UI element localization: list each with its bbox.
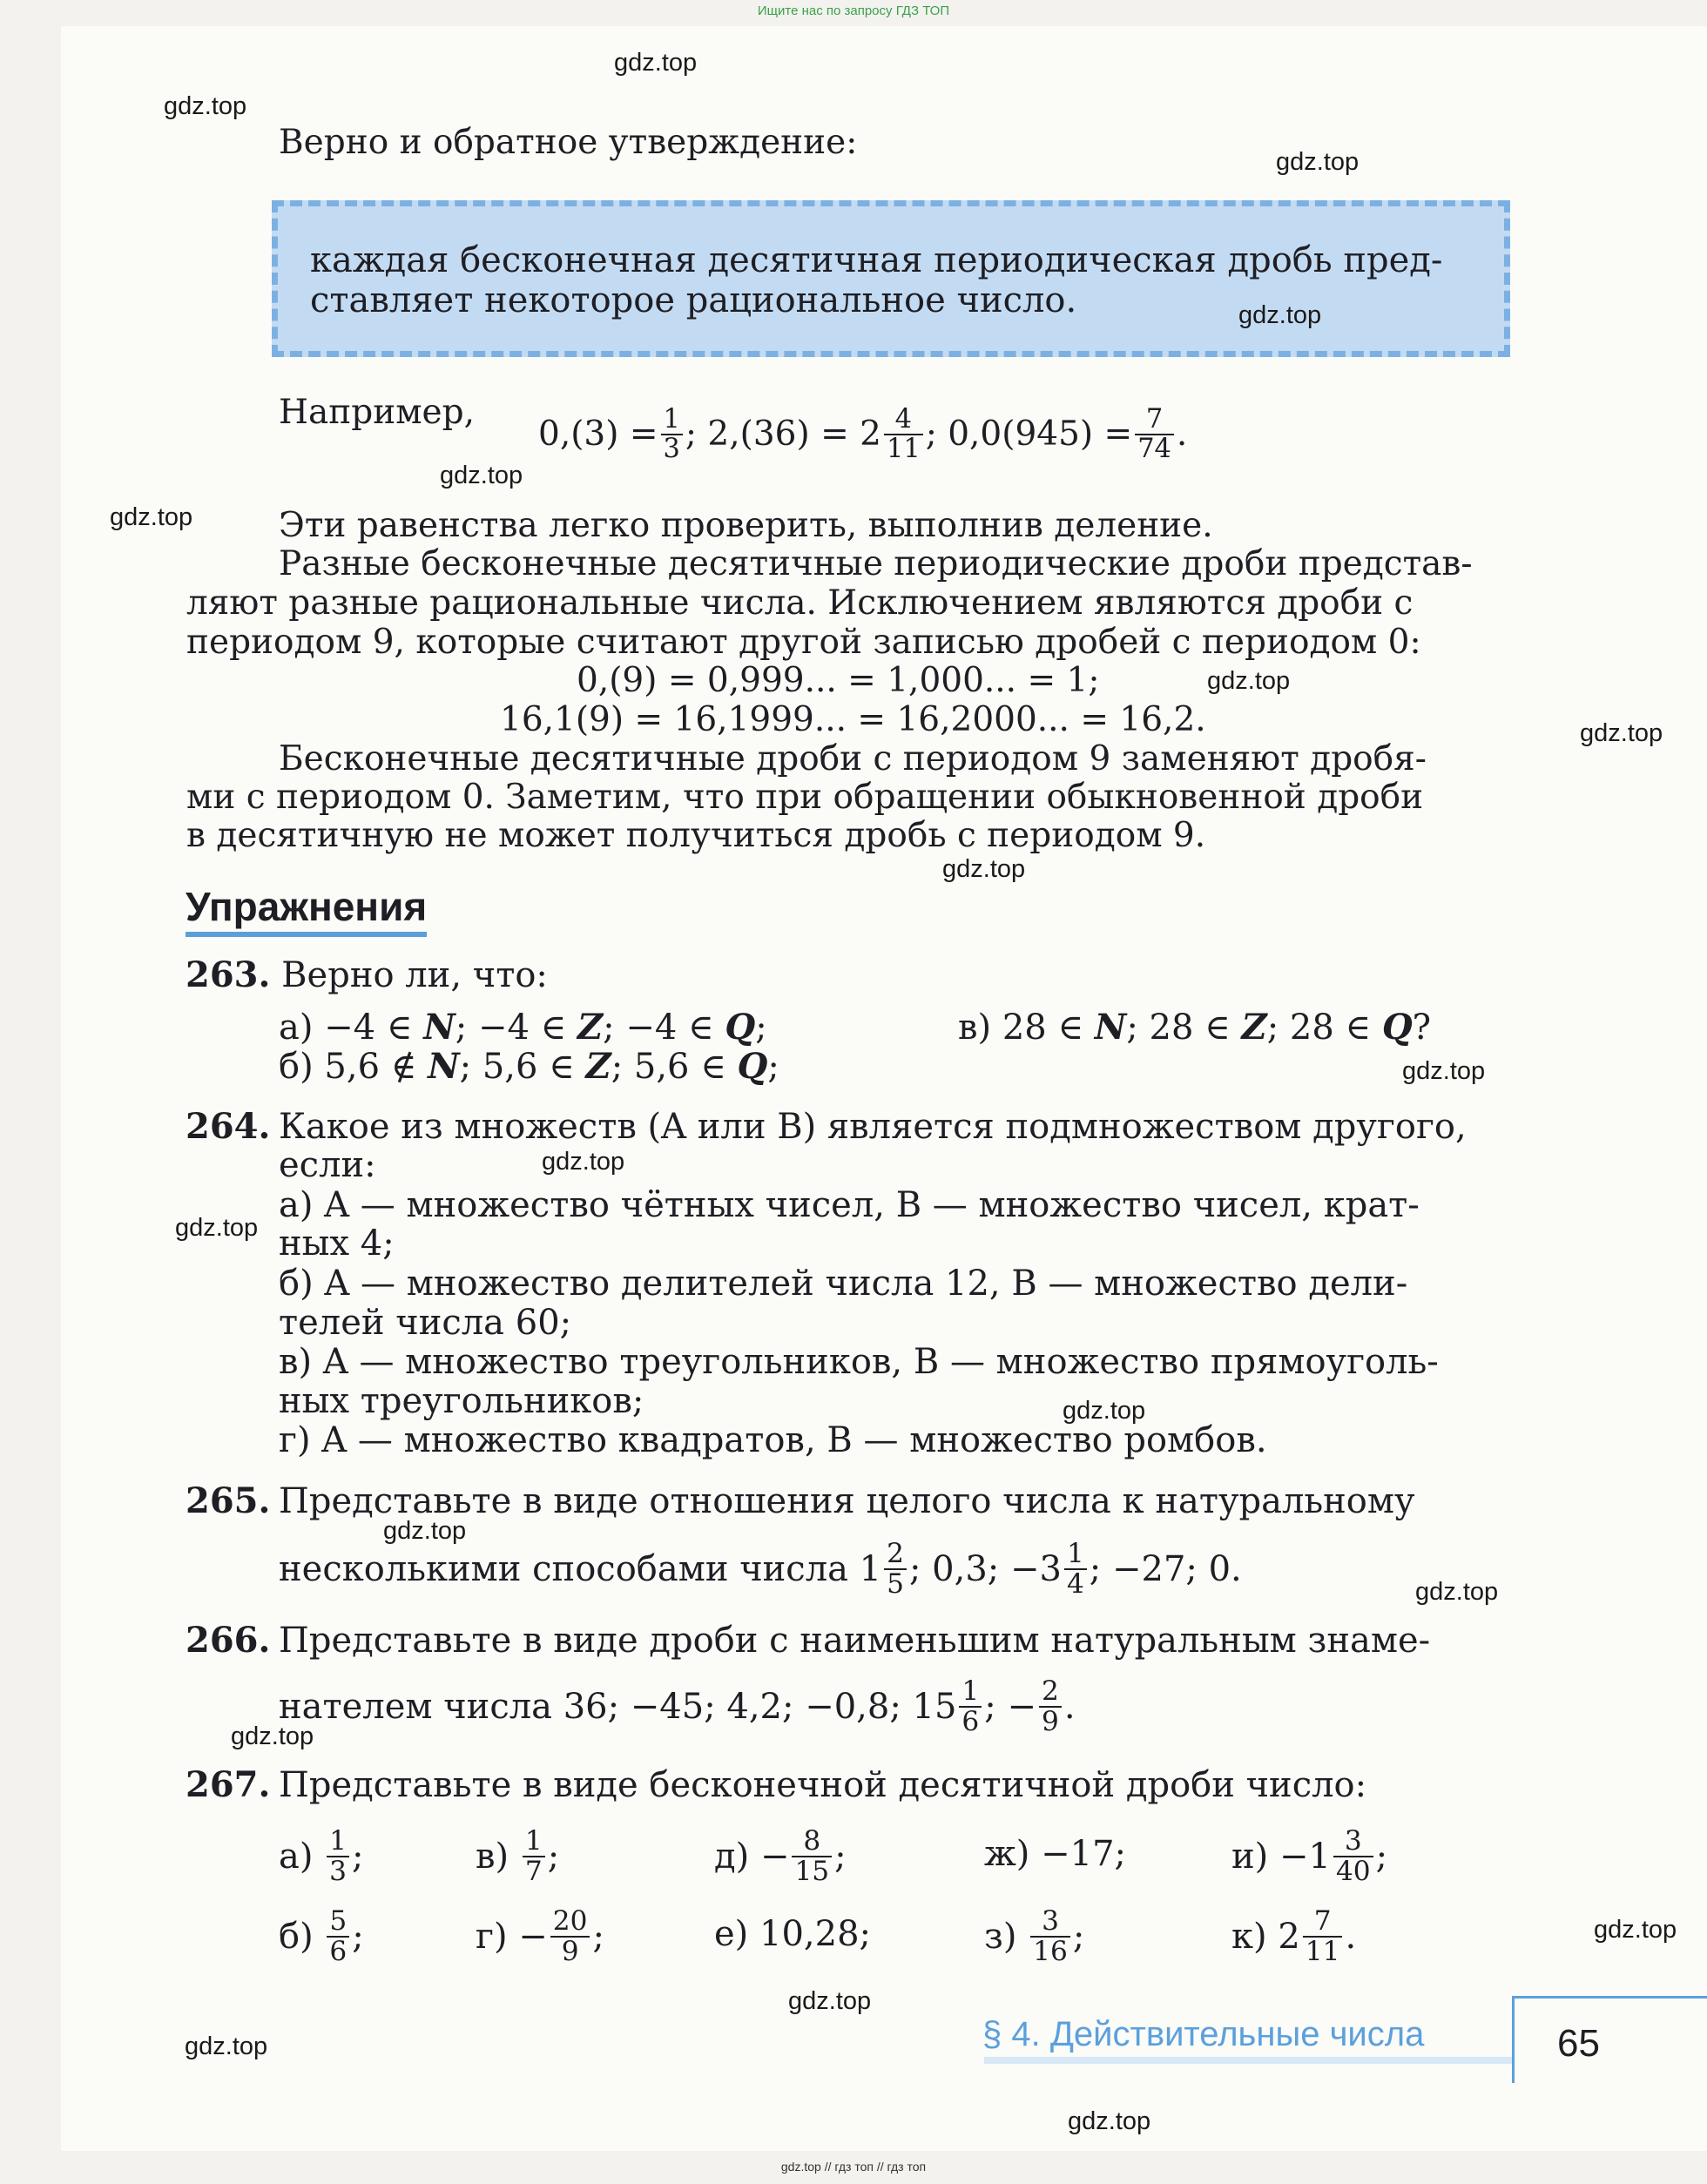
paragraph-line: Эти равенства легко проверить, выполнив деление. (279, 506, 1213, 545)
exercise-item: ных треугольников; (279, 1381, 644, 1421)
fraction: $\frac{7}{74}$ (1135, 406, 1174, 463)
footer-section-title: § 4. Действительные числа (982, 2015, 1425, 2053)
exercise-number: 265. (186, 1480, 271, 1521)
intro-text: Верно и обратное утверждение: (279, 123, 858, 162)
example-eq-3: ; 0,0(945) = (925, 414, 1133, 454)
fraction: $\frac{2}{5}$ (884, 1540, 907, 1599)
example-eq-1: 0,(3) = (538, 414, 658, 454)
exercise-item: а) A — множество чётных чисел, B — множество чисел, крат- (279, 1185, 1420, 1225)
exercise-263-a: а) −4 ∈ N; −4 ∈ Z; −4 ∈ Q; (279, 1007, 767, 1048)
exercise-item: ных 4; (279, 1223, 395, 1264)
exercise-267-a: а) $\frac{1}{3}$ ; (279, 1825, 364, 1887)
exercise-267-z: з) $\frac{3}{16}$ ; (984, 1905, 1085, 1967)
equation-line: 16,1(9) = 16,1999... = 16,2000... = 16,2. (500, 700, 1206, 739)
exercise-item: в) A — множество треугольников, B — множество прямоуголь- (279, 1342, 1439, 1382)
fraction: $\frac{3}{40}$ (1333, 1827, 1373, 1886)
exercise-text: Какое из множеств (A или B) является подмножеством другого, (279, 1107, 1467, 1147)
page-number-box (1512, 1996, 1707, 2083)
exercise-263-b: б) 5,6 ∉ N; 5,6 ∈ Z; 5,6 ∈ Q; (279, 1046, 779, 1087)
example-label: Например, (279, 393, 475, 432)
watermark: gdz.top (175, 1214, 259, 1242)
exercise-267-i: и) −1 $\frac{3}{40}$ ; (1231, 1825, 1388, 1887)
fraction: $\frac{1}{4}$ (1064, 1540, 1087, 1599)
fraction: $\frac{7}{11}$ (1303, 1907, 1343, 1966)
watermark: gdz.top (440, 462, 523, 489)
example-eq-2: ; 2,(36) = 2 (685, 414, 881, 454)
watermark: gdz.top (1276, 148, 1360, 176)
exercise-267-d: д) − $\frac{8}{15}$ ; (714, 1825, 847, 1887)
paragraph-line: в десятичную не может получиться дробь с периодом 9. (186, 816, 1206, 855)
exercise-266-line-2: нателем числа 36; −45; 4,2; −0,8; 15 $\frac{1}{6}$ ; − $\frac{2}{9}$ . (279, 1675, 1076, 1737)
watermark: gdz.top (383, 1517, 467, 1545)
exercise-number: 263. (186, 954, 271, 995)
section-heading: Упражнения (186, 883, 427, 937)
page-number: 65 (1557, 2022, 1600, 2065)
watermark: gdz.top (1068, 2107, 1151, 2135)
watermark: gdz.top (1238, 301, 1322, 329)
exercise-267-zh: ж) −17; (984, 1834, 1127, 1874)
exercise-item: г) A — множество квадратов, B — множество ромбов. (279, 1420, 1267, 1460)
fraction: $\frac{8}{15}$ (792, 1827, 832, 1886)
rule-line-2: ставляет некоторое рациональное число. (310, 280, 1077, 320)
exercise-267-g: г) − $\frac{20}{9}$ ; (476, 1905, 604, 1967)
exercise-265-line-2: несколькими способами числа 1 $\frac{2}{5}$ ; 0,3; −3 $\frac{1}{4}$ ; −27; 0. (279, 1538, 1242, 1600)
bottom-note: gdz.top // гдз топ // гдз топ (780, 2160, 927, 2174)
watermark: gdz.top (1063, 1397, 1146, 1425)
exercise-text: если: (279, 1145, 376, 1185)
fraction: $\frac{1}{3}$ (661, 406, 683, 463)
exercise-text: Представьте в виде бесконечной десятичной дроби число: (279, 1765, 1367, 1805)
fraction: $\frac{1}{3}$ (327, 1827, 349, 1886)
paragraph-line: периодом 9, которые считают другой записью дробей с периодом 0: (186, 623, 1421, 662)
paragraph-line: ми с периодом 0. Заметим, что при обращении обыкновенной дроби (186, 778, 1424, 817)
watermark: gdz.top (231, 1722, 314, 1750)
exercise-text: Представьте в виде дроби с наименьшим натуральным знаме- (279, 1621, 1431, 1661)
exercise-267-v: в) $\frac{1}{7}$ ; (476, 1825, 560, 1887)
paragraph-line: ляют разные рациональные числа. Исключением являются дроби с (186, 583, 1414, 623)
watermark: gdz.top (614, 49, 698, 77)
equation-line: 0,(9) = 0,999... = 1,000... = 1; (577, 661, 1100, 700)
watermark: gdz.top (1207, 667, 1291, 695)
exercise-267-k: к) 2 $\frac{7}{11}$ . (1231, 1905, 1357, 1967)
watermark: gdz.top (542, 1148, 625, 1176)
fraction: $\frac{2}{9}$ (1039, 1677, 1062, 1736)
exercise-text: Верно ли, что: (281, 955, 548, 995)
exercise-number: 267. (186, 1764, 271, 1805)
paragraph-line: Разные бесконечные десятичные периодические дроби представ- (279, 544, 1473, 583)
exercise-item: б) A — множество делителей числа 12, B — множество дели- (279, 1264, 1408, 1304)
fraction: $\frac{20}{9}$ (550, 1907, 590, 1966)
watermark: gdz.top (164, 92, 247, 120)
fraction: $\frac{1}{6}$ (959, 1677, 982, 1736)
exercise-item: телей числа 60; (279, 1303, 572, 1343)
fraction: $\frac{5}{6}$ (327, 1907, 349, 1966)
watermark: gdz.top (110, 503, 193, 531)
fraction: $\frac{4}{11}$ (884, 406, 923, 463)
exercise-number: 266. (186, 1620, 271, 1661)
footer-bar (984, 2057, 1512, 2064)
watermark: gdz.top (1580, 719, 1663, 747)
exercise-267-b: б) $\frac{5}{6}$ ; (279, 1905, 364, 1967)
rule-line-1: каждая бесконечная десятичная периодическая дробь пред- (310, 240, 1443, 280)
exercise-267-e: е) 10,28; (714, 1914, 871, 1954)
fraction: $\frac{3}{16}$ (1030, 1907, 1070, 1966)
example-equations: 0,(3) = $\frac{1}{3}$ ; 2,(36) = 2 $\frac{4}{11}$ ; 0,0(945) = $\frac{7}{74}$ . (538, 404, 1188, 464)
watermark: gdz.top (1594, 1916, 1677, 1944)
exercise-263-v: в) 28 ∈ N; 28 ∈ Z; 28 ∈ Q? (958, 1007, 1432, 1048)
watermark: gdz.top (1415, 1578, 1499, 1606)
watermark: gdz.top (942, 855, 1026, 883)
exercise-number: 264. (186, 1106, 271, 1147)
watermark: gdz.top (1402, 1057, 1486, 1085)
fraction: $\frac{1}{7}$ (523, 1827, 545, 1886)
exercise-263 (186, 956, 548, 994)
watermark: gdz.top (788, 1987, 872, 2015)
top-note: Ищите нас по запросу ГДЗ ТОП (757, 3, 950, 18)
exercise-text: Представьте в виде отношения целого числа к натуральному (279, 1481, 1415, 1521)
watermark: gdz.top (185, 2032, 268, 2060)
paragraph-line: Бесконечные десятичные дроби с периодом 9 заменяют дробя- (279, 739, 1427, 779)
